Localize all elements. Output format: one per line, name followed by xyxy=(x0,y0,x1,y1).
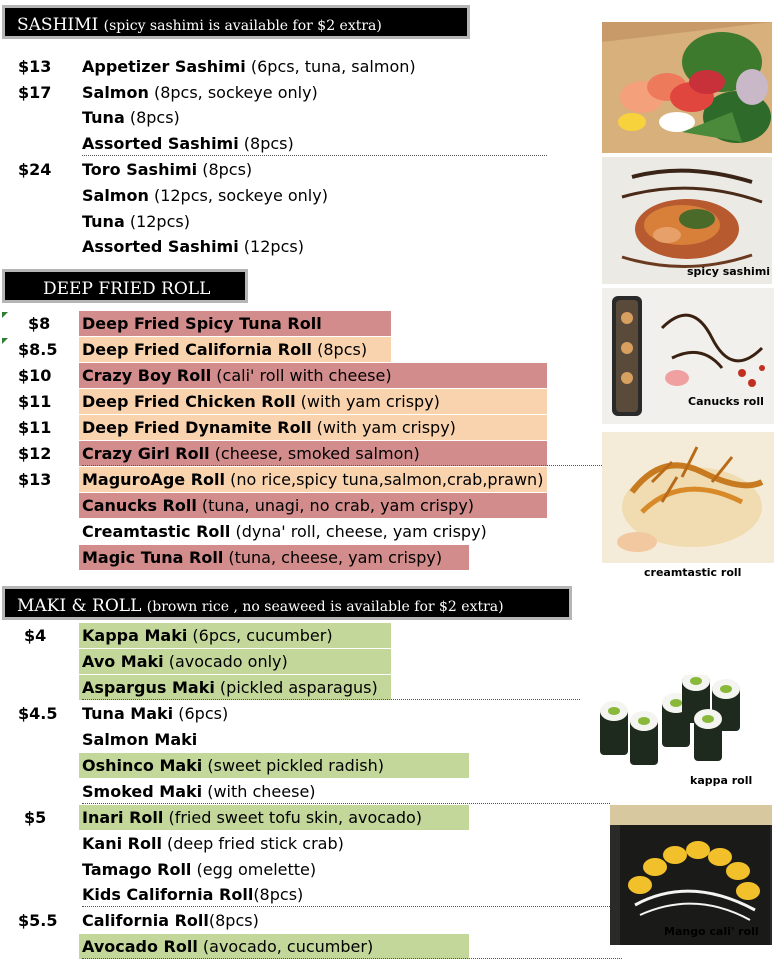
price-label: $17 xyxy=(18,83,52,102)
price-label: $10 xyxy=(18,366,52,385)
item-desc: (8pcs) xyxy=(197,160,253,179)
price-label: $8 xyxy=(28,314,51,333)
item-desc: (12pcs) xyxy=(124,212,190,231)
divider xyxy=(82,803,610,804)
item-name: Deep Fried Chicken Roll xyxy=(82,392,296,411)
menu-item xyxy=(82,467,543,493)
price-label: $4.5 xyxy=(18,704,58,723)
menu-item xyxy=(82,183,328,209)
section-title: DEEP FRIED ROLL xyxy=(43,279,211,299)
item-desc: (with cheese) xyxy=(202,782,316,801)
menu-item xyxy=(82,779,316,805)
item-desc: (avocado only) xyxy=(163,652,288,671)
item-desc: (avocado, cucumber) xyxy=(197,937,374,956)
comment-marker-icon xyxy=(2,312,8,318)
price-label: $11 xyxy=(18,392,52,411)
item-name: Oshinco Maki xyxy=(82,756,203,775)
photo-caption: Canucks roll xyxy=(688,395,764,408)
item-desc: (with yam crispy) xyxy=(311,418,456,437)
photo-caption: kappa roll xyxy=(690,774,753,787)
item-desc: (tuna, cheese, yam crispy) xyxy=(223,548,443,567)
price-label: $12 xyxy=(18,444,52,463)
item-name: Appetizer Sashimi xyxy=(82,57,246,76)
divider xyxy=(82,699,580,700)
price-label: $5 xyxy=(24,808,47,827)
menu-item xyxy=(82,131,294,157)
item-desc: (with yam crispy) xyxy=(295,392,440,411)
item-name: Salmon xyxy=(82,186,149,205)
divider xyxy=(82,465,602,466)
section-title: MAKI & ROLL xyxy=(17,596,142,616)
item-desc: (8pcs) xyxy=(253,885,304,904)
section-title: SASHIMI xyxy=(17,15,99,35)
photo-caption: creamtastic roll xyxy=(644,566,742,579)
item-name: Crazy Boy Roll xyxy=(82,366,212,385)
price-label: $24 xyxy=(18,160,52,179)
menu-item xyxy=(82,337,367,363)
deep-fried-banner xyxy=(2,269,248,303)
item-name: Aspargus Maki xyxy=(82,678,215,697)
section-note: (spicy sashimi is available for $2 extra) xyxy=(103,18,382,34)
sashimi-banner xyxy=(2,5,470,39)
item-desc: (cheese, smoked salmon) xyxy=(209,444,420,463)
item-desc: (8pcs) xyxy=(312,340,368,359)
item-desc: (fried sweet tofu skin, avocado) xyxy=(163,808,423,827)
item-name: Inari Roll xyxy=(82,808,164,827)
menu-item xyxy=(82,209,190,235)
item-name: Tuna Maki xyxy=(82,704,174,723)
item-name: Smoked Maki xyxy=(82,782,203,801)
menu-item xyxy=(82,649,288,675)
item-name: Deep Fried Spicy Tuna Roll xyxy=(82,314,322,333)
menu-item xyxy=(82,519,487,545)
item-desc: (sweet pickled radish) xyxy=(202,756,384,775)
item-name: Canucks Roll xyxy=(82,496,197,515)
photo-caption: Mango cali' roll xyxy=(664,925,759,938)
menu-item xyxy=(82,857,316,883)
item-name: Crazy Girl Roll xyxy=(82,444,210,463)
divider xyxy=(82,155,547,156)
mango-cali-roll-photo xyxy=(610,805,772,945)
item-name: Kids California Roll xyxy=(82,885,254,904)
item-name: Kappa Maki xyxy=(82,626,188,645)
menu-item xyxy=(82,311,322,337)
sashimi-platter-photo xyxy=(602,22,772,153)
price-label: $5.5 xyxy=(18,911,58,930)
item-name: Tuna xyxy=(82,108,125,127)
creamtastic-roll-photo xyxy=(602,432,774,563)
menu-item xyxy=(82,934,373,960)
item-desc: (tuna, unagi, no crab, yam crispy) xyxy=(196,496,475,515)
item-name: Toro Sashimi xyxy=(82,160,198,179)
menu-item xyxy=(82,80,318,106)
menu-item xyxy=(82,389,440,415)
divider xyxy=(82,958,622,959)
item-desc: (no rice,spicy tuna,salmon,crab,prawn) xyxy=(224,470,544,489)
item-name: Avo Maki xyxy=(82,652,164,671)
item-name: Tamago Roll xyxy=(82,860,192,879)
item-desc: (8pcs) xyxy=(208,911,259,930)
menu-item xyxy=(82,623,333,649)
item-desc: (6pcs, tuna, salmon) xyxy=(245,57,416,76)
item-name: Deep Fried Dynamite Roll xyxy=(82,418,312,437)
item-name: California Roll xyxy=(82,911,209,930)
menu-item xyxy=(82,157,252,183)
menu-item xyxy=(82,493,474,519)
menu-item xyxy=(82,675,378,701)
menu-item xyxy=(82,831,344,857)
item-name: Assorted Sashimi xyxy=(82,237,239,256)
item-name: Kani Roll xyxy=(82,834,162,853)
item-name: Deep Fried California Roll xyxy=(82,340,313,359)
menu-item xyxy=(82,882,303,908)
item-desc: (8pcs) xyxy=(124,108,180,127)
photo-caption: spicy sashimi xyxy=(687,265,771,278)
item-name: Assorted Sashimi xyxy=(82,134,239,153)
price-label: $13 xyxy=(18,57,52,76)
menu-item xyxy=(82,234,304,260)
item-desc: (6pcs, cucumber) xyxy=(187,626,333,645)
item-name: Salmon xyxy=(82,83,149,102)
item-name: Avocado Roll xyxy=(82,937,198,956)
comment-marker-icon xyxy=(2,338,8,344)
menu-item xyxy=(82,54,416,80)
menu-item xyxy=(82,441,420,467)
menu-item xyxy=(82,805,422,831)
item-name: Tuna xyxy=(82,212,125,231)
item-desc: (pickled asparagus) xyxy=(214,678,378,697)
price-label: $8.5 xyxy=(18,340,58,359)
price-label: $13 xyxy=(18,470,52,489)
menu-item xyxy=(82,105,180,131)
item-desc: (dyna' roll, cheese, yam crispy) xyxy=(230,522,487,541)
divider xyxy=(82,906,610,907)
menu-item xyxy=(82,727,197,753)
item-desc: (deep fried stick crab) xyxy=(161,834,344,853)
menu-item xyxy=(82,363,392,389)
menu-item xyxy=(82,545,442,571)
menu-item xyxy=(82,908,259,934)
menu-item xyxy=(82,701,228,727)
maki-banner xyxy=(2,586,572,620)
item-desc: (cali' roll with cheese) xyxy=(211,366,392,385)
menu-item xyxy=(82,415,456,441)
item-name: Salmon Maki xyxy=(82,730,198,749)
item-desc: (12pcs, sockeye only) xyxy=(148,186,328,205)
item-desc: (8pcs) xyxy=(238,134,294,153)
kappa-roll-photo xyxy=(594,675,746,778)
item-desc: (12pcs) xyxy=(238,237,304,256)
price-label: $11 xyxy=(18,418,52,437)
section-note: (brown rice , no seaweed is available for $2 extra) xyxy=(146,599,504,615)
price-label: $4 xyxy=(24,626,47,645)
menu-item xyxy=(82,753,384,779)
item-name: Creamtastic Roll xyxy=(82,522,231,541)
item-desc: (8pcs, sockeye only) xyxy=(148,83,318,102)
item-desc: (egg omelette) xyxy=(191,860,317,879)
item-name: Magic Tuna Roll xyxy=(82,548,224,567)
item-desc: (6pcs) xyxy=(173,704,229,723)
item-name: MaguroAge Roll xyxy=(82,470,225,489)
